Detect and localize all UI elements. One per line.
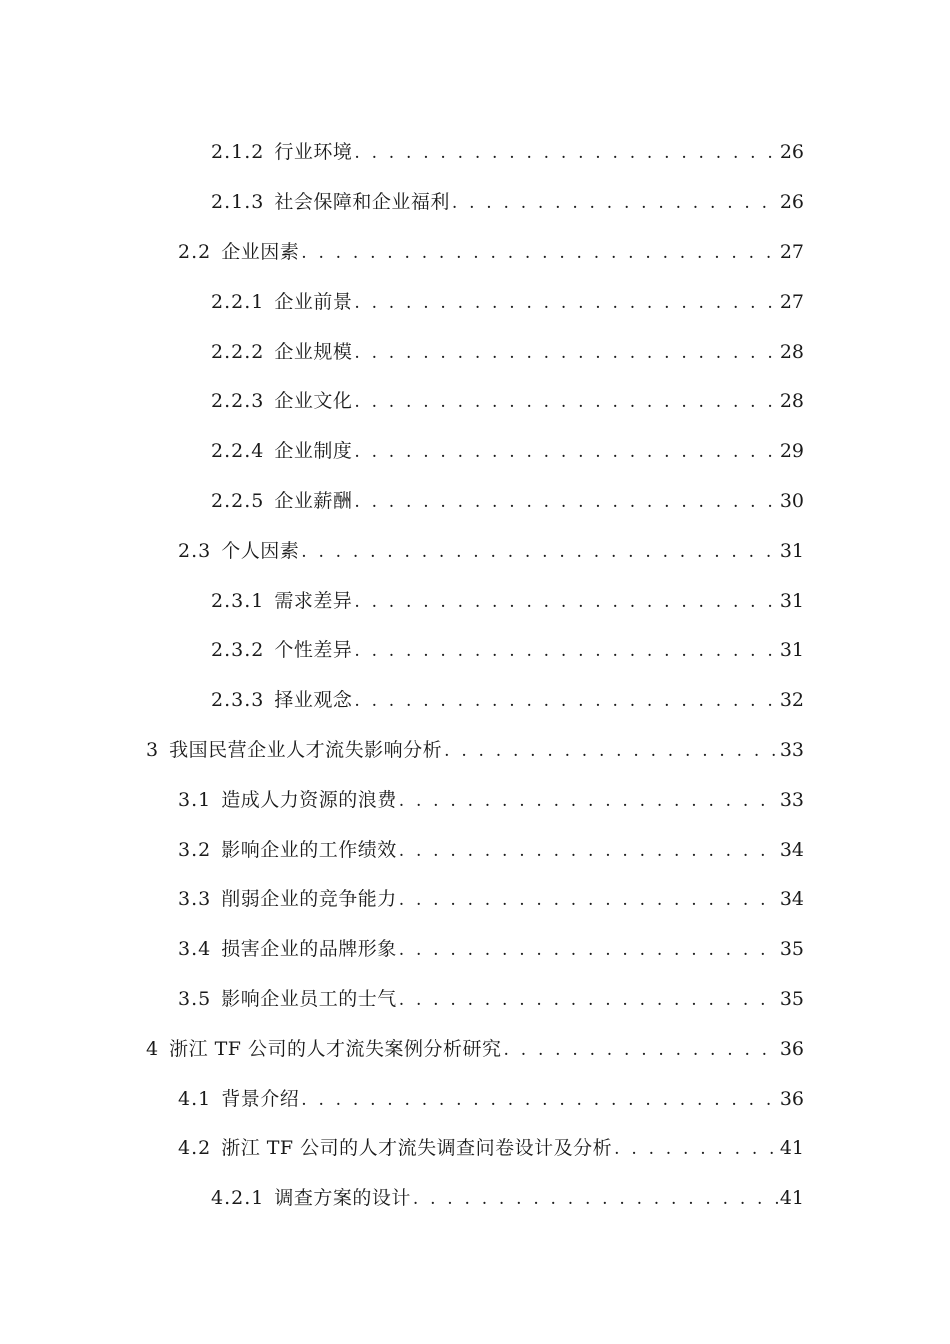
toc-entry-title: 企业薪酬 (274, 489, 353, 512)
toc-entry[interactable] (211, 140, 804, 165)
dot-leader (504, 1038, 778, 1062)
toc-entry-number: 2.2.5 (211, 489, 265, 512)
dot-leader (354, 639, 777, 663)
toc-entry-number: 3.2 (178, 838, 212, 861)
toc-row[interactable] (0, 128, 950, 178)
toc-entry-number: 4.2 (178, 1137, 212, 1160)
toc-entry-page-number: 33 (779, 788, 804, 811)
dot-leader (301, 1088, 778, 1112)
toc-entry-number: 3.3 (178, 888, 212, 911)
toc-row[interactable] (0, 1074, 950, 1124)
toc-entry-page-number: 31 (779, 639, 804, 662)
toc-entry-title: 调查方案的设计 (274, 1187, 411, 1210)
toc-entry-title: 需求差异 (274, 589, 353, 612)
dot-leader (354, 141, 777, 165)
toc-entry-number: 2.2.2 (211, 340, 265, 363)
toc-entry-number: 2.3 (178, 539, 212, 562)
toc-entry[interactable] (211, 340, 804, 365)
toc-entry-title: 影响企业的工作绩效 (221, 838, 397, 861)
toc-row[interactable] (0, 1024, 950, 1074)
dot-leader (413, 1187, 778, 1211)
toc-row[interactable] (0, 975, 950, 1025)
toc-entry[interactable] (211, 290, 804, 315)
toc-entry-page-number: 41 (779, 1137, 804, 1160)
toc-row[interactable] (0, 775, 950, 825)
toc-entry[interactable] (178, 838, 804, 863)
toc-entry-title: 个性差异 (274, 639, 353, 662)
toc-entry-number: 2.1.3 (211, 191, 265, 214)
dot-leader (354, 440, 777, 464)
toc-entry-number: 3.5 (178, 987, 212, 1010)
dot-leader (301, 540, 778, 564)
toc-row[interactable] (0, 526, 950, 576)
toc-row[interactable] (0, 626, 950, 676)
toc-row[interactable] (0, 576, 950, 626)
toc-entry-number: 3.1 (178, 788, 212, 811)
toc-row[interactable] (0, 228, 950, 278)
toc-entry-page-number: 34 (779, 838, 804, 861)
dot-leader (399, 988, 778, 1012)
toc-row[interactable] (0, 825, 950, 875)
toc-entry[interactable] (178, 1136, 804, 1161)
toc-entry-title: 择业观念 (274, 689, 353, 712)
toc-entry-title: 影响企业员工的士气 (221, 987, 397, 1010)
toc-entry-number: 4 (146, 1037, 160, 1060)
table-of-contents (0, 128, 950, 1224)
toc-entry[interactable] (211, 190, 804, 215)
toc-entry-page-number: 26 (779, 141, 804, 164)
toc-entry-number: 2.2.1 (211, 290, 265, 313)
toc-entry-page-number: 32 (779, 689, 804, 712)
toc-entry-page-number: 27 (779, 240, 804, 263)
toc-entry[interactable] (178, 240, 804, 265)
toc-row[interactable] (0, 477, 950, 527)
toc-entry[interactable] (211, 638, 804, 663)
toc-entry-title: 浙江 TF 公司的人才流失案例分析研究 (169, 1037, 502, 1060)
dot-leader (354, 390, 777, 414)
dot-leader (452, 191, 778, 215)
dot-leader (399, 888, 778, 912)
toc-entry[interactable] (211, 389, 804, 414)
toc-entry-number: 4.1 (178, 1087, 212, 1110)
toc-entry[interactable] (178, 1087, 804, 1112)
toc-entry-page-number: 31 (779, 539, 804, 562)
toc-row[interactable] (0, 875, 950, 925)
toc-entry-title: 行业环境 (274, 141, 353, 164)
toc-entry[interactable] (211, 589, 804, 614)
toc-row[interactable] (0, 427, 950, 477)
dot-leader (614, 1137, 778, 1161)
toc-entry-number: 2.3.2 (211, 639, 265, 662)
toc-entry-page-number: 28 (779, 390, 804, 413)
toc-entry[interactable] (211, 688, 804, 713)
dot-leader (399, 938, 778, 962)
toc-entry-title: 社会保障和企业福利 (274, 191, 450, 214)
toc-entry-title: 造成人力资源的浪费 (221, 788, 397, 811)
toc-entry-title: 损害企业的品牌形象 (221, 938, 397, 961)
toc-row[interactable] (0, 277, 950, 327)
toc-entry-title: 我国民营企业人才流失影响分析 (169, 738, 443, 761)
toc-entry[interactable] (178, 788, 804, 813)
toc-entry-number: 2.2.4 (211, 440, 265, 463)
dot-leader (354, 291, 777, 315)
toc-entry-title: 企业前景 (274, 290, 353, 313)
dot-leader (399, 839, 778, 863)
toc-entry[interactable] (178, 937, 804, 962)
toc-entry-page-number: 36 (779, 1037, 804, 1060)
toc-entry-page-number: 29 (779, 440, 804, 463)
toc-entry-number: 3 (146, 738, 160, 761)
dot-leader (354, 490, 777, 514)
dot-leader (444, 739, 778, 763)
toc-entry-title: 企业制度 (274, 440, 353, 463)
toc-entry-title: 企业文化 (274, 390, 353, 413)
toc-row[interactable] (0, 327, 950, 377)
toc-entry-title: 个人因素 (221, 539, 300, 562)
toc-entry[interactable] (146, 1037, 804, 1062)
toc-row[interactable] (0, 178, 950, 228)
toc-entry[interactable] (178, 539, 804, 564)
toc-entry-number: 2.2.3 (211, 390, 265, 413)
toc-entry-title: 企业规模 (274, 340, 353, 363)
toc-entry-page-number: 31 (779, 589, 804, 612)
toc-entry-title: 浙江 TF 公司的人才流失调查问卷设计及分析 (221, 1137, 613, 1160)
toc-row[interactable] (0, 377, 950, 427)
toc-entry-page-number: 30 (779, 489, 804, 512)
toc-entry-page-number: 35 (779, 938, 804, 961)
toc-entry[interactable] (178, 987, 804, 1012)
toc-row[interactable] (0, 925, 950, 975)
toc-entry-number: 4.2.1 (211, 1187, 265, 1210)
toc-entry[interactable] (211, 1186, 804, 1211)
toc-entry-page-number: 36 (779, 1087, 804, 1110)
toc-entry-page-number: 33 (779, 738, 804, 761)
toc-entry-page-number: 27 (779, 290, 804, 313)
toc-entry-number: 3.4 (178, 938, 212, 961)
toc-entry-page-number: 34 (779, 888, 804, 911)
toc-entry-title: 削弱企业的竞争能力 (221, 888, 397, 911)
dot-leader (354, 590, 777, 614)
dot-leader (354, 689, 777, 713)
toc-row[interactable] (0, 676, 950, 726)
toc-entry-page-number: 28 (779, 340, 804, 363)
toc-entry[interactable] (146, 738, 804, 763)
dot-leader (399, 789, 778, 813)
toc-entry-page-number: 26 (779, 191, 804, 214)
dot-leader (301, 241, 778, 265)
toc-entry-title: 背景介绍 (221, 1087, 300, 1110)
toc-entry-number: 2.2 (178, 240, 212, 263)
toc-entry-number: 2.3.3 (211, 689, 265, 712)
toc-entry-title: 企业因素 (221, 240, 300, 263)
toc-entry[interactable] (211, 489, 804, 514)
toc-entry-page-number: 35 (779, 987, 804, 1010)
toc-row[interactable] (0, 1174, 950, 1224)
toc-entry-number: 2.3.1 (211, 589, 265, 612)
toc-row[interactable] (0, 726, 950, 776)
toc-entry-page-number: 41 (779, 1187, 804, 1210)
toc-row[interactable] (0, 1124, 950, 1174)
toc-entry[interactable] (211, 439, 804, 464)
toc-entry-number: 2.1.2 (211, 141, 265, 164)
dot-leader (354, 341, 777, 365)
toc-entry[interactable] (178, 887, 804, 912)
